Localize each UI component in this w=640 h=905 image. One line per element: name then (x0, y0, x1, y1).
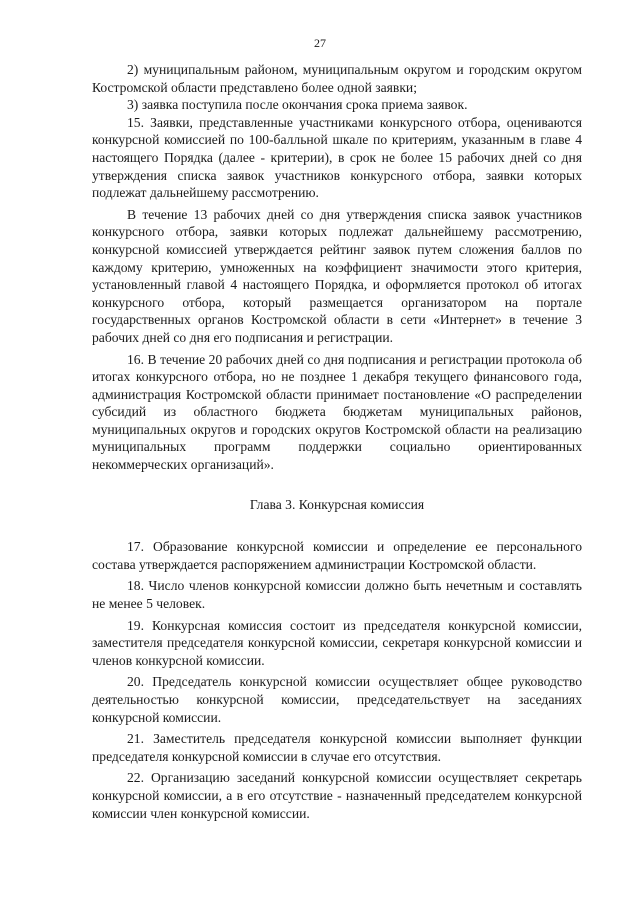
page-number: 27 (314, 36, 326, 50)
paragraph-17: 17. Образование конкурсной комиссии и определение ее персонального состава утверждается распоряжением администрации Костромской области. (92, 539, 582, 572)
paragraph-20: 20. Председатель конкурсной комиссии осуществляет общее руководство деятельностью конкурсной комиссии, председательствует на заседаниях конкурсной комиссии. (92, 674, 582, 725)
paragraph-15: 15. Заявки, представленные участниками конкурсного отбора, оцениваются конкурсной комиссией по 100-балльной шкале по критериям, указанным в главе 4 настоящего Порядка (далее - критерии), в срок не более 15 рабочих дней со дня утверждения списка заявок участников конкурсного отбора, заявки которых подлежат дальнейшему рассмотрению. (92, 114, 582, 201)
paragraph-22: 22. Организацию заседаний конкурсной комиссии осуществляет секретарь конкурсной комиссии, а в его отсутствие - назначенный председателем конкурсной комиссии член конкурсной комиссии. (92, 770, 582, 821)
chapter-heading: Глава 3. Конкурсная комиссия (249, 496, 425, 512)
paragraph-16: 16. В течение 20 рабочих дней со дня подписания и регистрации протокола об итогах конкурсного отбора, но не позднее 1 декабря текущего финансового года, администрация Костромской области принимает постановление «О распределении субсидий из областного бюджета бюджетам муниципальных районов, муниципальных округов и городских округов Костромской области на реализацию муниципальных программ поддержки социально ориентированных некоммерческих организаций». (92, 351, 582, 473)
paragraph-19: 19. Конкурсная комиссия состоит из председателя конкурсной комиссии, заместителя председателя конкурсной комиссии, секретаря конкурсной комиссии и членов конкурсной комиссии. (92, 617, 582, 668)
document-body (92, 61, 582, 822)
paragraph-21: 21. Заместитель председателя конкурсной комиссии выполняет функции председателя конкурсной комиссии в случае его отсутствия. (92, 731, 582, 764)
paragraph-list-item-2: 2) муниципальным районом, муниципальным округом и городским округом Костромской области представлено более одной заявки; (92, 62, 582, 95)
paragraph-18: 18. Число членов конкурсной комиссии должно быть нечетным и составлять не менее 5 человек. (92, 578, 582, 612)
paragraph-list-item-3: 3) заявка поступила после окончания срока приема заявок. (127, 97, 468, 113)
paragraph-rating: В течение 13 рабочих дней со дня утверждения списка заявок участников конкурсного отбора, заявки которых подлежат дальнейшему рассмотрению, конкурсной комиссией утверждается рейтинг заявок путем сложения баллов по каждому критерию, умноженных на коэффициент значимости этого критерия, установленный главой 4 настоящего Порядка, и оформляется протокол об итогах конкурсного отбора, который размещается организатором на портале государственных органов Костромской области в сети «Интернет» в течение 3 рабочих дней со дня его подписания и регистрации. (92, 206, 582, 345)
